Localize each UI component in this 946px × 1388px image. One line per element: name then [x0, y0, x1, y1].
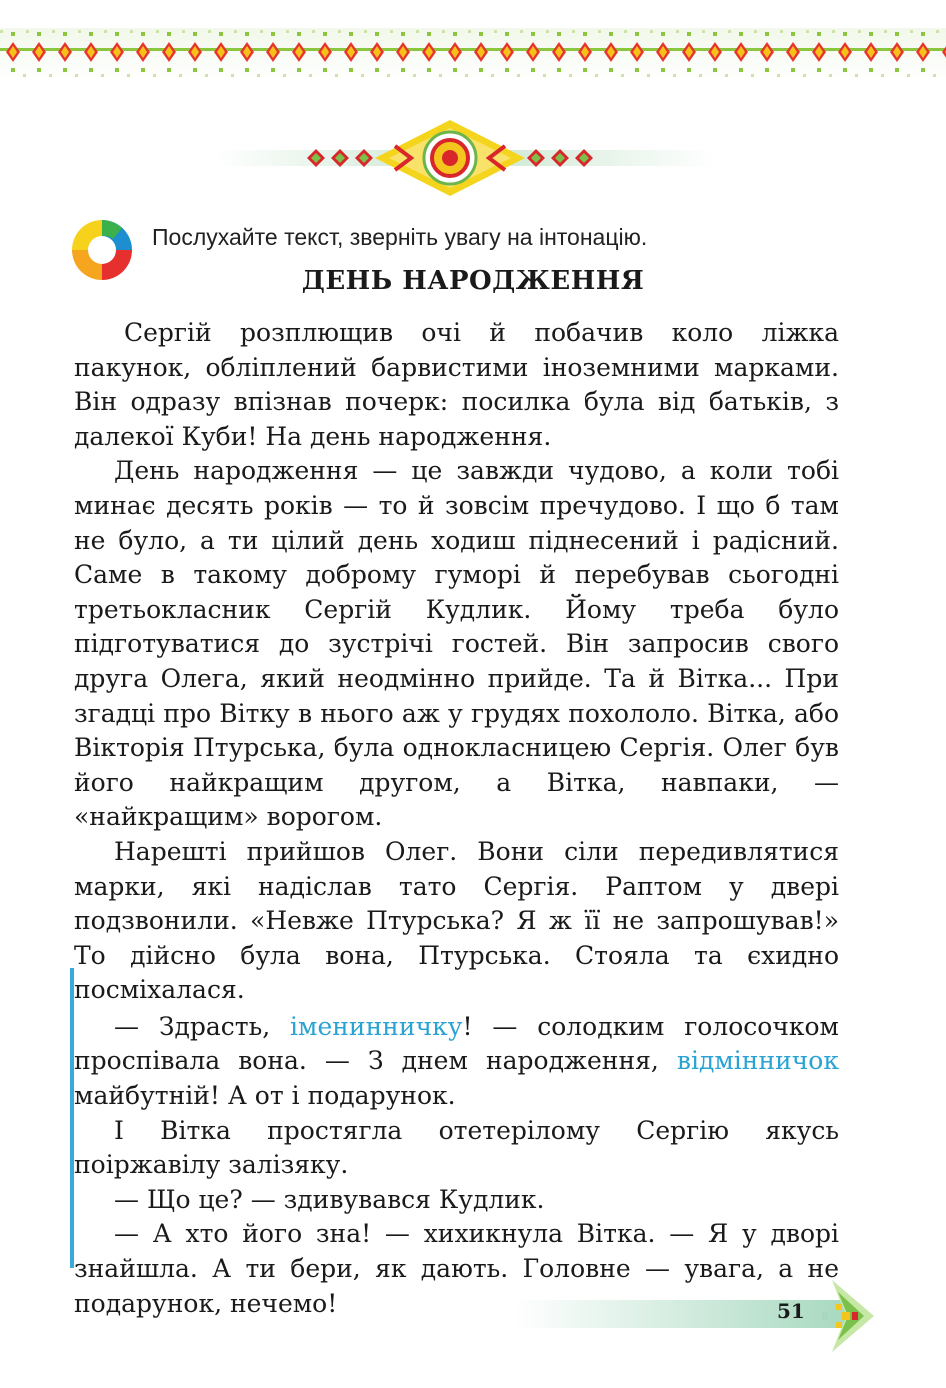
paragraph-1: Сергій розплющив очі й побачив коло ліжка пакунок, обліплений барвистими іноземними марками. Він одразу впізнав почерк: посилка була від батьків, з далекої Куби! На день народження. — [74, 318, 839, 451]
paragraph-4 — [74, 1010, 839, 1114]
paragraph-6: — Що це? — здивувався Кудлик. — [114, 1184, 545, 1214]
story-text — [74, 316, 839, 1321]
story-title: ДЕНЬ НАРОДЖЕННЯ — [301, 266, 645, 296]
footer-ornament — [812, 1276, 878, 1356]
central-ornament — [215, 118, 715, 198]
paragraph-4-part-a: — Здрасть, — [114, 1011, 291, 1041]
paragraph-4-part-c: майбутній! А от і подарунок. — [74, 1081, 456, 1111]
top-ornament-border — [0, 28, 946, 80]
paragraph-2: День народження — це завжди чудово, а коли тобі минає десять років — то й зовсім пречудово. І що б там не було, а ти цілий день ходиш піднесений і радісний. Саме в такому доброму гуморі й перебував сьогодні третьокласник Сергій Кудлик. Йому треба було підготуватися до зустрічі гостей. Він запросив свого друга Олега, який неодмінно прийде. Та й Вітка... При згадці про Вітку в нього аж у грудях похололо. Вітка, або Вікторія Птурська, була однокласницею Сергія. Олег був його найкращим другом, а Вітка, навпаки, — «найкращим» ворогом. — [74, 456, 839, 832]
paragraph-3: Нарешті прийшов Олег. Вони сіли передивлятися марки, які надіслав тато Сергія. Раптом у двері подзвонили. «Невже Птурська? Я ж її не запрошував!» То дійсно була вона, Птурська. Стояла та єхидно посміхалася. — [74, 836, 839, 1005]
highlighted-word-vidminnychok[interactable]: відмінничок — [676, 1046, 839, 1076]
paragraph-7: — А хто його зна! — хихикнула Вітка. — Я у дворі знайшла. А ти бери, як дають. Головне — увага, а не подарунок, нечемо! — [74, 1219, 839, 1318]
page-number: 51 — [777, 1299, 805, 1323]
paragraph-5: І Вітка простягла отетерілому Сергію якусь поіржавілу залізяку. — [74, 1115, 839, 1180]
highlighted-word-imenynnychok[interactable]: іменинничку — [290, 1011, 463, 1041]
paragraph-4-part-b: ! — солодким голосочком проспівала вона. — З днем народження, — [74, 1011, 839, 1076]
task-instruction: Послухайте текст, зверніть увагу на інтонацію. — [152, 224, 648, 250]
